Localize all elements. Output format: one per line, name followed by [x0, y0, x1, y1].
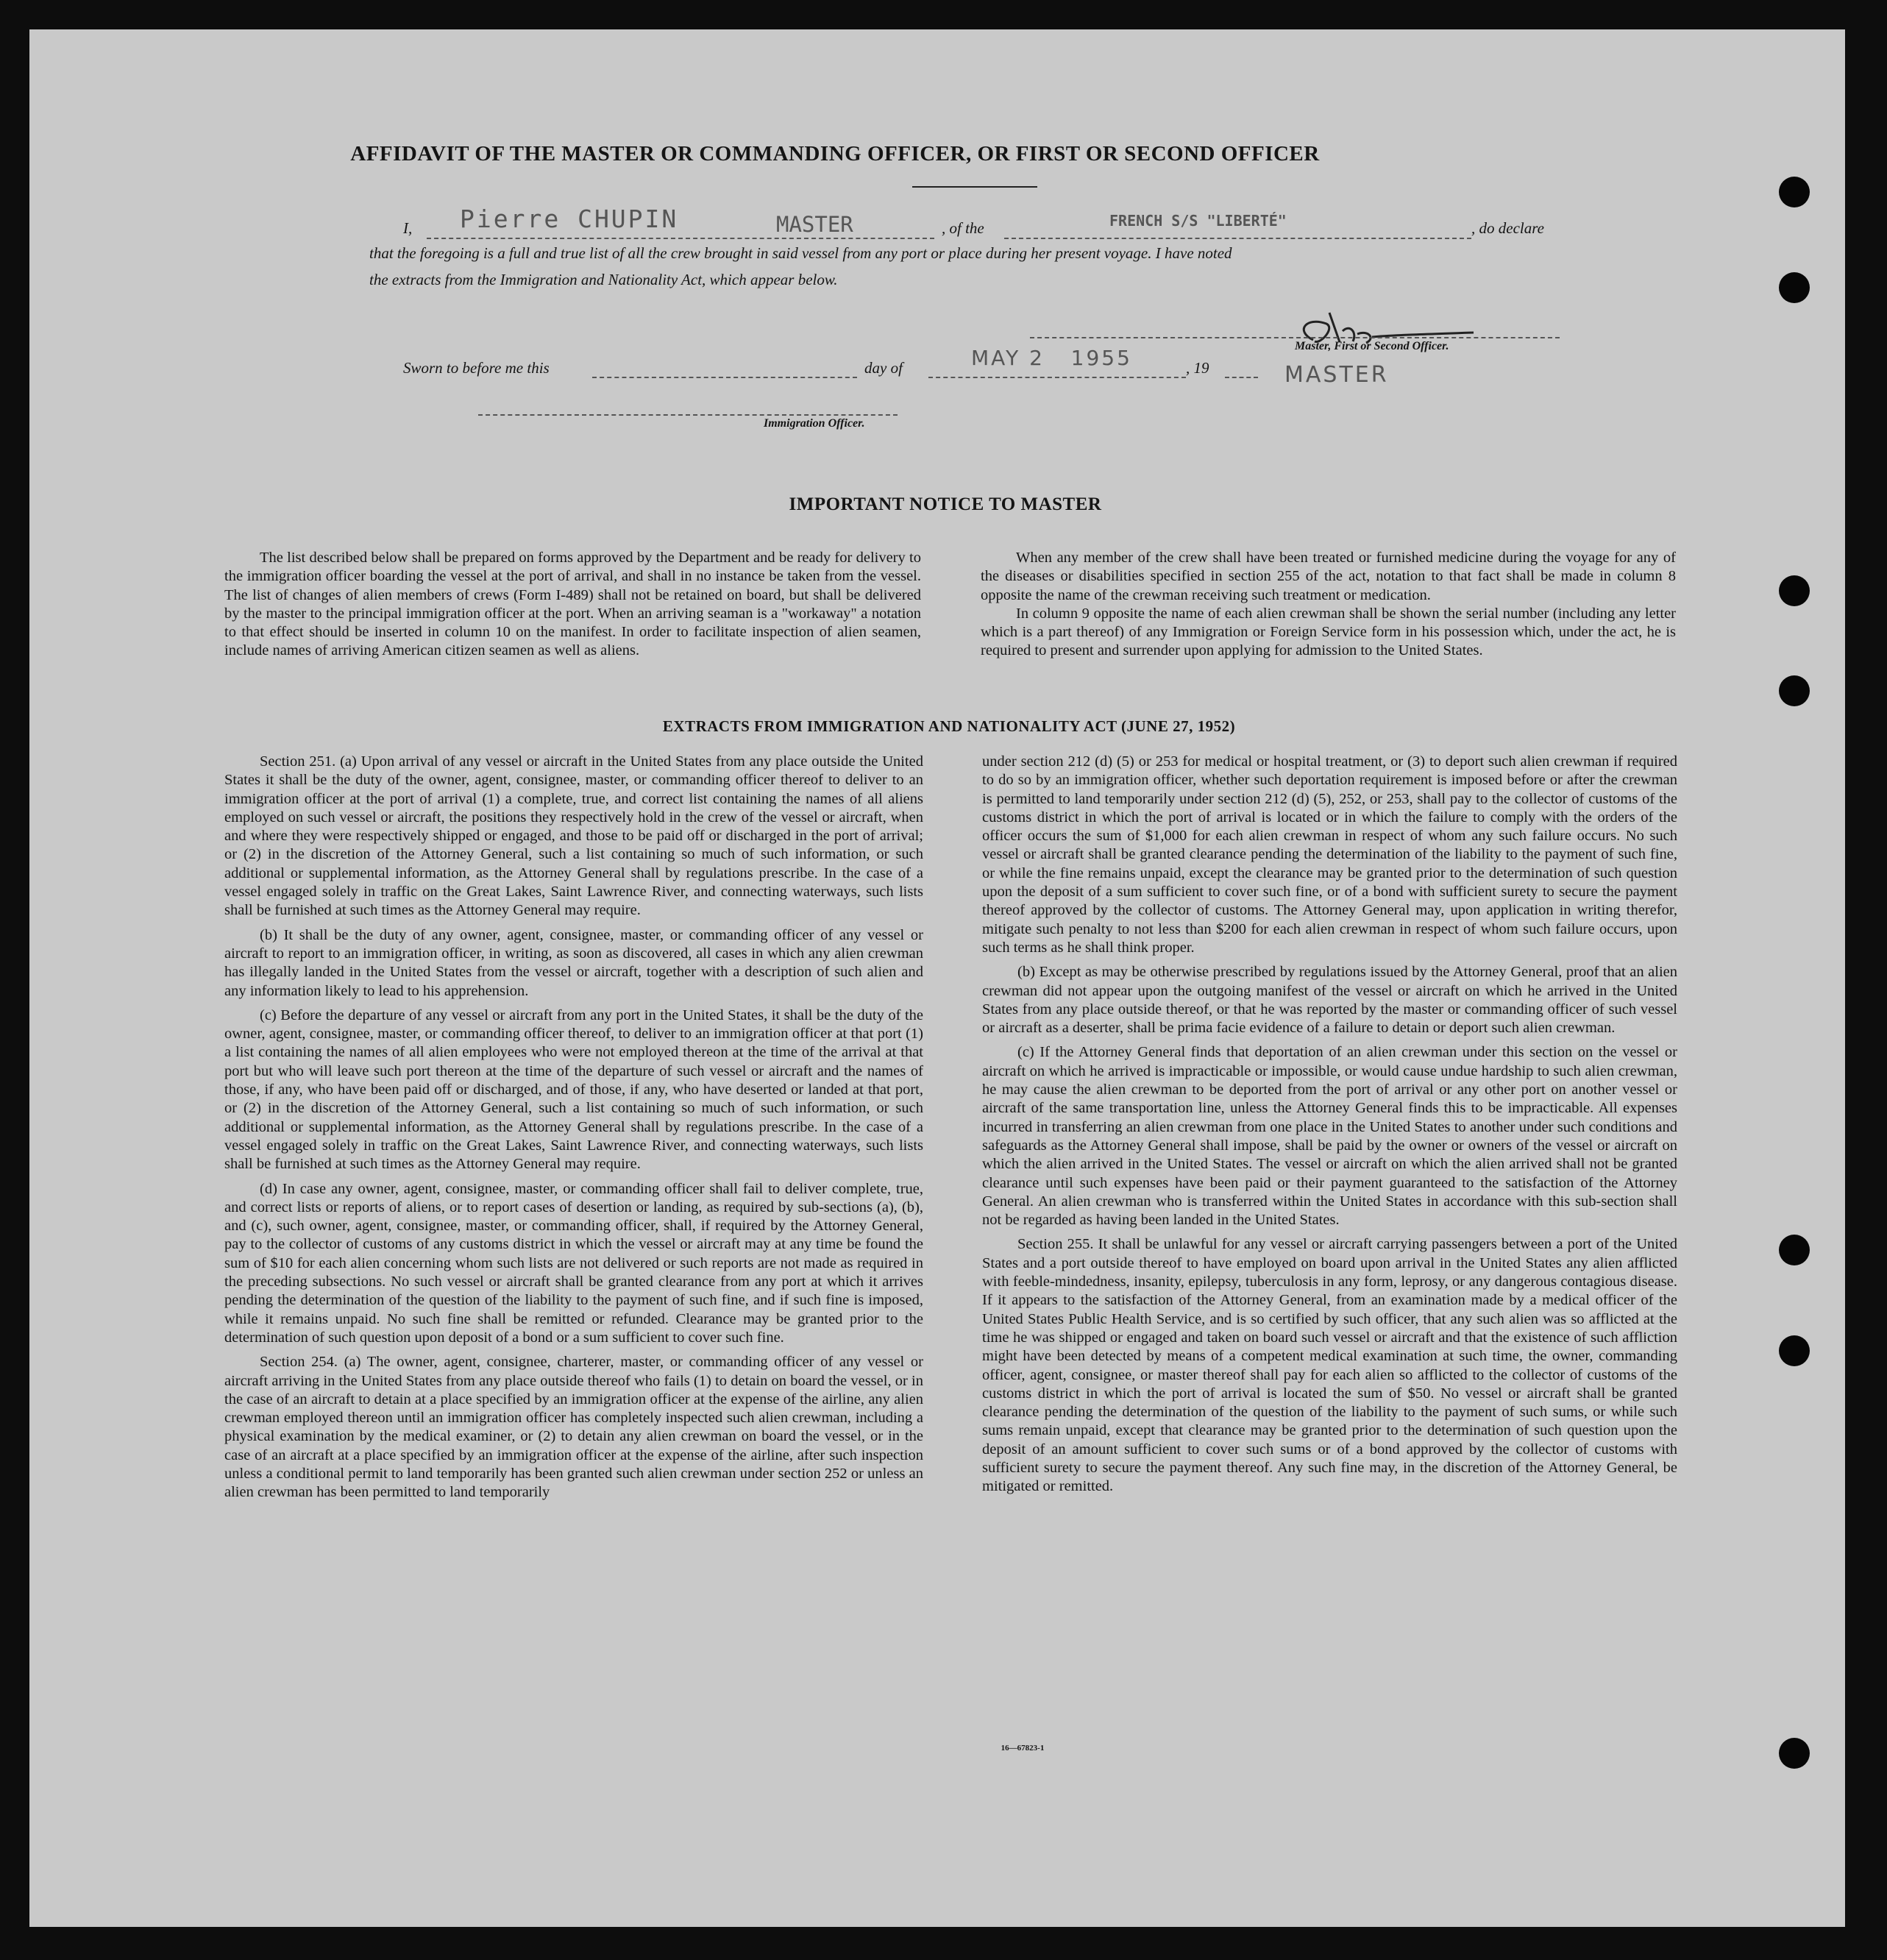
extracts-title: EXTRACTS FROM IMMIGRATION AND NATIONALITY ACT (JUNE 27, 1952) — [662, 717, 1236, 735]
officer-label: Immigration Officer. — [764, 417, 865, 430]
punch-hole — [1779, 575, 1810, 606]
date-stamp: MAY 2 1955 — [971, 346, 1132, 370]
punch-hole — [1779, 1235, 1810, 1265]
sworn-day-blank — [592, 377, 857, 378]
do-declare-label: , do declare — [1471, 219, 1544, 237]
line1-prefix: I, — [403, 219, 413, 237]
notice-title: IMPORTANT NOTICE TO MASTER — [789, 494, 1102, 514]
master-stamp: MASTER — [1284, 362, 1389, 388]
extract-section-251-b: (b) It shall be the duty of any owner, agent, consignee, master, or commanding officer of any vessel or aircraft to report to an immigration officer, in writing, as soon as discovered, all cases in which any alien crewman has illegally landed in the United States from the vessel or aircraft, together with a description of such alien and any information likely to lead to his apprehension. — [224, 926, 923, 999]
vessel-blank — [1004, 238, 1471, 239]
notice-right-paragraph-2: In column 9 opposite the name of each alien crewman shall be shown the serial number (including any letter which is a part thereof) of any Immigration or Foreign Service form in his possession which, under the act, he is required to present and surrender upon applying for admission to the United States. — [981, 605, 1676, 659]
document-page — [29, 29, 1845, 1927]
punch-hole — [1779, 675, 1810, 706]
extracts-right-column — [982, 753, 1677, 1502]
extract-section-254-a: Section 254. (a) The owner, agent, consignee, charterer, master, or commanding officer of any vessel or aircraft arriving in the United States from any place outside thereof who fails (1) to detain on board the vessel, or in the case of an aircraft to detain at a place specified by an immigration officer at the expense of the airline, any alien crewman employed thereon until an immigration officer has completely inspected such alien crewman, including a physical examination by the medical examiner, or (2) to detain any alien crewman on board the vessel, or in the case of an aircraft at a place specified by an immigration officer at the expense of the airline, after such inspection unless a conditional permit to land temporarily has been granted such alien crewman under section 252 or unless an alien crewman has been permitted to land temporarily — [224, 1354, 923, 1501]
year-blank — [1225, 377, 1258, 378]
extracts-left-column — [224, 753, 923, 1508]
notice-left-column — [224, 549, 921, 667]
crew-master-name: Pierre CHUPIN — [460, 205, 679, 233]
notice-left-paragraph: The list described below shall be prepared on forms approved by the Department and be ready for delivery to the immigration officer boarding the vessel at the port of arrival, and shall in no instance be taken from the vessel. The list of changes of alien members of crews (Form I-489) shall not be retained on board, but shall be delivered by the master to the principal immigration officer at the port. When an arriving seaman is a "workaway" a notation to that effect should be inserted in column 10 on the manifest. In order to facilitate inspection of alien seamen, include names of arriving American citizen seamen as well as aliens. — [224, 550, 921, 659]
title-rule — [912, 186, 1037, 188]
form-number: 16—67823-1 — [1001, 1744, 1045, 1753]
extract-section-254-a-cont: under section 212 (d) (5) or 253 for medical or hospital treatment, or (3) to deport such alien crewman if required to do so by an immigration officer, whether such deportation requirement is imposed before or after the crewman is permitted to land temporarily under section 212 (d) (5), 252, or 253, shall pay to the collector of customs of the customs district in which the port of arrival is located or in which the failure to comply with the orders of the officer occurs the sum of $1,000 for each alien crewman in respect of whom any such failure occurs. No such vessel or aircraft shall be granted clearance pending the determination of the liability to the payment of such fine, or while the fine remains unpaid, except the clearance may be granted prior to the determination of such question upon the deposit of a sum sufficient to cover such fine, or of a bond with sufficient surety to secure the payment thereof approved by the collector of customs. The Attorney General may, upon application in writing therefor, mitigate such penalty to not less than $200 for each alien crewman in respect of whom such failure occurs, upon such terms as he shall think proper. — [982, 753, 1677, 956]
signature-blank — [1030, 337, 1560, 338]
declaration-line-3: the extracts from the Immigration and Nationality Act, which appear below. — [369, 271, 838, 288]
day-of-label: day of — [864, 359, 903, 377]
notice-right-column — [981, 549, 1676, 667]
punch-hole — [1779, 1738, 1810, 1769]
of-the-label: , of the — [942, 219, 984, 237]
month-blank — [928, 377, 1186, 378]
extract-section-255: Section 255. It shall be unlawful for any vessel or aircraft carrying passengers between a port of the United States and a port outside thereof to have employed on board upon arrival in the United States any alien afflicted with feeble-mindedness, insanity, epilepsy, tuberculosis in any form, leprosy, or any dangerous contagious disease. If it appears to the satisfaction of the Attorney General, from an examination made by a medical officer of the United States Public Health Service, and is so certified by such officer, that any such alien was so afflicted at the time he was shipped or engaged and taken on board such vessel or aircraft and that the existence of such affliction might have been detected by means of a competent medical examination at such time, the owner, commanding officer, agent, consignee, or master thereof shall pay for each alien so afflicted to the collector of customs of the customs district in which the port of arrival is located the sum of $50. No vessel or aircraft shall be granted clearance pending the determination of the question of the liability to the payment of such sums, or while such sums remain unpaid, except that clearance may be granted prior to the determination of such question upon the deposit of an amount sufficient to cover such sums or of a bond approved by the collector of customs with sufficient surety to secure the payment thereof. Any such fine may, in the discretion of the Attorney General, be mitigated or remitted. — [982, 1236, 1677, 1495]
sworn-label: Sworn to before me this — [403, 359, 550, 377]
extract-section-251-a: Section 251. (a) Upon arrival of any vessel or aircraft in the United States from any place outside the United States it shall be the duty of the owner, agent, consignee, master, or commanding officer thereof to deliver to an immigration officer at the port of arrival (1) a complete, true, and correct list containing the names of all aliens employed on such vessel or aircraft, the positions they respectively hold in the crew of the vessel or aircraft, when and where they were respectively shipped or engaged, and those to be paid off or discharged in the port of arrival; or (2) in the discretion of the Attorney General, such a list containing so much of such information, or such additional or supplemental information, as the Attorney General shall by regulations prescribe. In the case of a vessel engaged solely in traffic on the Great Lakes, Saint Lawrence River, and connecting waterways, such lists shall be furnished at such times as the Attorney General may require. — [224, 753, 923, 919]
notice-right-paragraph-1: When any member of the crew shall have been treated or furnished medicine during the voyage for any of the diseases or disabilities specified in section 255 of the act, notation to that fact shall be made in column 8 opposite the name of the crewman receiving such treatment or medication. — [981, 550, 1676, 603]
vessel-name: FRENCH S/S "LIBERTÉ" — [1109, 212, 1287, 230]
crew-master-rank: MASTER — [776, 212, 853, 237]
name-blank — [427, 238, 934, 239]
extract-section-251-d: (d) In case any owner, agent, consignee, master, or commanding officer shall fail to deliver complete, true, and correct lists or reports of aliens, or to report cases of desertion or landing, as required by sub-sections (a), (b), and (c), such owner, agent, consignee, master, or commanding officer, shall, if required by the Attorney General, pay to the collector of customs of any customs district in which the vessel or aircraft may at any time be found the sum of $10 for each alien concerning whom such lists are not delivered or such reports are not made as required in the preceding subsections. No such vessel or aircraft shall be granted clearance from any port at which it arrives pending the determination of the question of the liability to the payment of such fine, and if such fine is imposed, while it remains unpaid. No such fine shall be remitted or refunded. Clearance may be granted prior to the determination of such question upon deposit of a bond or a sum sufficient to cover such fine. — [224, 1180, 923, 1346]
affidavit-title: AFFIDAVIT OF THE MASTER OR COMMANDING OFFICER, OR FIRST OR SECOND OFFICER — [350, 142, 1320, 166]
extract-section-254-c: (c) If the Attorney General finds that deportation of an alien crewman under this section on the vessel or aircraft on which he arrived is impracticable or impossible, or would cause undue hardship to such alien crewman, he may cause the alien crewman to be deported from the port of arrival or any other port on another vessel or aircraft of the same transportation line, unless the Attorney General finds this to be impracticable. All expenses incurred in transferring an alien crewman from one place in the United States to another under such conditions and safeguards as the Attorney General shall impose, shall be paid by the owner or owners of the vessel or aircraft on which the alien arrived in the United States. The vessel or aircraft on which the alien arrived shall not be granted clearance until such expenses have been paid or their payment guaranteed to the satisfaction of the Attorney General. An alien crewman who is transferred within the United States in accordance with this sub-section shall not be regarded as having been landed in the United States. — [982, 1044, 1677, 1229]
declaration-line-2: that the foregoing is a full and true list of all the crew brought in said vessel from any port or place during her present voyage. I have noted — [369, 244, 1232, 262]
punch-hole — [1779, 177, 1810, 207]
punch-hole — [1779, 272, 1810, 303]
extract-section-251-c: (c) Before the departure of any vessel or aircraft from any port in the United States, it shall be the duty of the owner, agent, consignee, master, or commanding officer thereof, to deliver to an immigration officer at that port (1) a list containing the names of all alien employees who were not employed thereon at the time of the arrival at that port but who will leave such port thereon at the time of the departure of such vessel or aircraft and the names of those, if any, who have been paid off or discharged, and of those, if any, who have deserted or landed at that port, or (2) in the discretion of the Attorney General, such a list containing so much of such information, or such additional or supplemental information, as the Attorney General shall by regulations prescribe. In the case of a vessel engaged solely in traffic on the Great Lakes, Saint Lawrence River, and connecting waterways, such lists shall be furnished at such times as the Attorney General may require. — [224, 1006, 923, 1173]
extract-section-254-b: (b) Except as may be otherwise prescribed by regulations issued by the Attorney General, proof that an alien crewman did not appear upon the outgoing manifest of the vessel or aircraft on which he arrived in the United States from any place outside thereof, or that he was reported by the master or commanding officer of such vessel or aircraft as a deserter, shall be prima facie evidence of a failure to detain or deport such alien crewman. — [982, 964, 1677, 1037]
officer-signature-blank — [478, 414, 898, 416]
signature-label: Master, First or Second Officer. — [1295, 340, 1449, 352]
year-prefix: , 19 — [1186, 359, 1209, 377]
punch-hole — [1779, 1335, 1810, 1366]
